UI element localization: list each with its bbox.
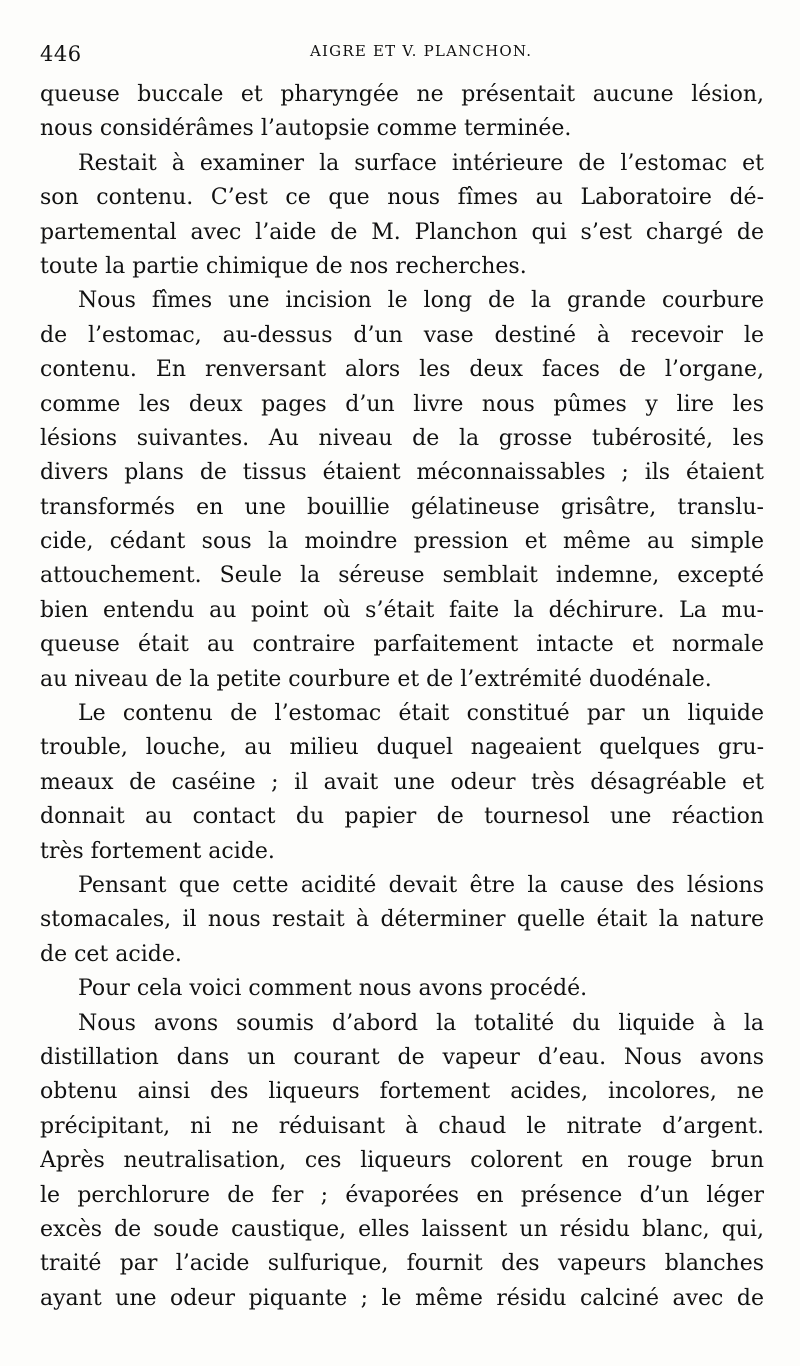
text-line: transformés en une bouillie gélatineuse grisâtre, translu- bbox=[40, 494, 764, 520]
text-line: partemental avec l’aide de M. Planchon qui s’est chargé de bbox=[40, 219, 764, 245]
text-line: stomacales, il nous restait à déterminer quelle était la nature bbox=[40, 907, 764, 933]
text-line: le perchlorure de fer ; évaporées en présence d’un léger bbox=[40, 1182, 764, 1208]
text-line: queuse buccale et pharyngée ne présentait aucune lésion, bbox=[40, 82, 764, 107]
paragraph-start-line: Pour cela voici comment nous avons procédé. bbox=[78, 976, 588, 1002]
text-line: ayant une odeur piquante ; le même résidu calciné avec de bbox=[40, 1285, 764, 1311]
running-head: AIGRE ET V. PLANCHON. bbox=[310, 42, 533, 60]
body-text bbox=[40, 78, 764, 1316]
text-line: obtenu ainsi des liqueurs fortement acides, incolores, ne bbox=[40, 1079, 764, 1105]
paragraph-start-line: Nous fîmes une incision le long de la grande courbure bbox=[78, 288, 764, 314]
text-line: au niveau de la petite courbure et de l’extrémité duodénale. bbox=[40, 666, 712, 692]
page-number: 446 bbox=[40, 42, 82, 66]
text-line: trouble, louche, au milieu duquel nageaient quelques gru- bbox=[40, 735, 764, 761]
text-line: queuse était au contraire parfaitement intacte et normale bbox=[40, 632, 764, 658]
text-line: comme les deux pages d’un livre nous pûmes y lire les bbox=[40, 391, 764, 417]
text-line: lésions suivantes. Au niveau de la grosse tubérosité, les bbox=[40, 425, 764, 451]
text-line: nous considérâmes l’autopsie comme terminée. bbox=[40, 116, 572, 142]
text-line: son contenu. C’est ce que nous fîmes au Laboratoire dé- bbox=[40, 185, 764, 211]
text-line: précipitant, ni ne réduisant à chaud le nitrate d’argent. bbox=[40, 1113, 764, 1139]
text-line: traité par l’acide sulfurique, fournit des vapeurs blanches bbox=[40, 1251, 764, 1277]
text-line: contenu. En renversant alors les deux faces de l’organe, bbox=[40, 357, 764, 383]
text-line: cide, cédant sous la moindre pression et même au simple bbox=[40, 529, 764, 555]
text-line: attouchement. Seule la séreuse semblait indemne, excepté bbox=[40, 563, 764, 589]
text-line: Après neutralisation, ces liqueurs colorent en rouge brun bbox=[40, 1148, 764, 1174]
page-header bbox=[40, 40, 760, 70]
text-line: très fortement acide. bbox=[40, 838, 275, 864]
paragraph-start-line: Nous avons soumis d’abord la totalité du liquide à la bbox=[78, 1010, 764, 1036]
text-line: meaux de caséine ; il avait une odeur très désagréable et bbox=[40, 769, 764, 795]
text-line: divers plans de tissus étaient méconnaissables ; ils étaient bbox=[40, 460, 764, 486]
text-line: toute la partie chimique de nos recherches. bbox=[40, 253, 527, 279]
text-line: distillation dans un courant de vapeur d’eau. Nous avons bbox=[40, 1044, 764, 1070]
text-line: excès de soude caustique, elles laissent un résidu blanc, qui, bbox=[40, 1216, 764, 1242]
paragraph-start-line: Pensant que cette acidité devait être la cause des lésions bbox=[78, 872, 764, 898]
paragraph-start-line: Restait à examiner la surface intérieure de l’estomac et bbox=[78, 150, 764, 176]
text-line: de cet acide. bbox=[40, 941, 182, 967]
text-line: donnait au contact du papier de tournesol une réaction bbox=[40, 804, 764, 830]
text-line: de l’estomac, au-dessus d’un vase destiné à recevoir le bbox=[40, 322, 764, 348]
text-line: bien entendu au point où s’était faite la déchirure. La mu- bbox=[40, 597, 764, 623]
paragraph-start-line: Le contenu de l’estomac était constitué par un liquide bbox=[78, 701, 764, 727]
